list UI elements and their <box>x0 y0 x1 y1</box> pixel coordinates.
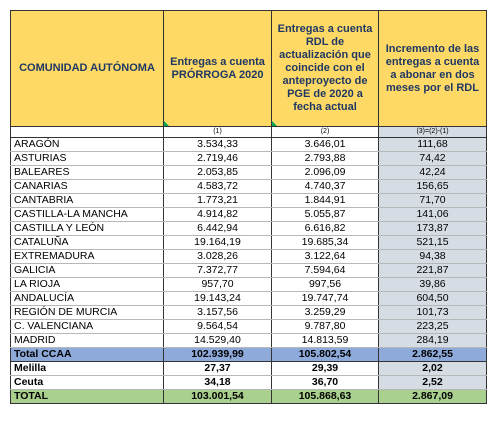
region-name-cell: Melilla <box>11 362 164 376</box>
table-row <box>11 250 487 264</box>
region-name-cell: ARAGÓN <box>11 138 164 152</box>
header-row <box>11 11 487 127</box>
rdl-value-cell: 14.813,59 <box>272 334 379 348</box>
table-row <box>11 306 487 320</box>
header-prorroga: Entregas a cuenta PRÓRROGA 2020 <box>164 11 272 127</box>
region-name-cell: TOTAL <box>11 390 164 404</box>
prorroga-value-cell: 2.719,46 <box>164 152 272 166</box>
increment-value-cell: 101,73 <box>379 306 487 320</box>
prorroga-value-cell: 14.529,40 <box>164 334 272 348</box>
table-container <box>10 10 486 404</box>
prorroga-value-cell: 6.442,94 <box>164 222 272 236</box>
increment-value-cell: 42,24 <box>379 166 487 180</box>
rdl-value-cell: 7.594,64 <box>272 264 379 278</box>
table-row <box>11 166 487 180</box>
region-name-cell: CANARIAS <box>11 180 164 194</box>
rdl-value-cell: 9.787,80 <box>272 320 379 334</box>
region-name-cell: MADRID <box>11 334 164 348</box>
rdl-value-cell: 6.616,82 <box>272 222 379 236</box>
rdl-value-cell: 29,39 <box>272 362 379 376</box>
increment-value-cell: 71,70 <box>379 194 487 208</box>
comment-indicator-icon <box>272 121 277 126</box>
increment-value-cell: 39,86 <box>379 278 487 292</box>
table-row <box>11 236 487 250</box>
table-row <box>11 222 487 236</box>
region-name-cell: REGIÓN DE MURCIA <box>11 306 164 320</box>
region-name-cell: CASTILLA Y LEÓN <box>11 222 164 236</box>
increment-value-cell: 284,19 <box>379 334 487 348</box>
region-name-cell: Ceuta <box>11 376 164 390</box>
table-row <box>11 264 487 278</box>
table-row <box>11 194 487 208</box>
prorroga-value-cell: 2.053,85 <box>164 166 272 180</box>
rdl-value-cell: 4.740,37 <box>272 180 379 194</box>
region-name-cell: CATALUÑA <box>11 236 164 250</box>
region-name-cell: C. VALENCIANA <box>11 320 164 334</box>
table-row <box>11 152 487 166</box>
prorroga-value-cell: 1.773,21 <box>164 194 272 208</box>
region-name-cell: ASTURIAS <box>11 152 164 166</box>
rdl-value-cell: 19.685,34 <box>272 236 379 250</box>
prorroga-value-cell: 3.028,26 <box>164 250 272 264</box>
table-row <box>11 320 487 334</box>
rdl-value-cell: 997,56 <box>272 278 379 292</box>
ref-cell: (1) <box>164 127 272 138</box>
prorroga-value-cell: 102.939,99 <box>164 348 272 362</box>
financing-table <box>10 10 487 404</box>
prorroga-value-cell: 103.001,54 <box>164 390 272 404</box>
region-name-cell: GALICIA <box>11 264 164 278</box>
prorroga-value-cell: 9.564,54 <box>164 320 272 334</box>
prorroga-value-cell: 4.914,82 <box>164 208 272 222</box>
increment-value-cell: 604,50 <box>379 292 487 306</box>
rdl-value-cell: 36,70 <box>272 376 379 390</box>
rdl-value-cell: 3.122,64 <box>272 250 379 264</box>
region-name-cell: LA RIOJA <box>11 278 164 292</box>
rdl-value-cell: 105.802,54 <box>272 348 379 362</box>
increment-value-cell: 2,02 <box>379 362 487 376</box>
prorroga-value-cell: 3.157,56 <box>164 306 272 320</box>
rdl-value-cell: 3.646,01 <box>272 138 379 152</box>
region-name-cell: EXTREMADURA <box>11 250 164 264</box>
rdl-value-cell: 2.793,88 <box>272 152 379 166</box>
region-name-cell: CASTILLA-LA MANCHA <box>11 208 164 222</box>
table-row <box>11 278 487 292</box>
increment-value-cell: 74,42 <box>379 152 487 166</box>
city-row <box>11 362 487 376</box>
increment-value-cell: 156,65 <box>379 180 487 194</box>
region-name-cell: Total CCAA <box>11 348 164 362</box>
city-row <box>11 376 487 390</box>
rdl-value-cell: 3.259,29 <box>272 306 379 320</box>
table-row <box>11 138 487 152</box>
prorroga-value-cell: 27,37 <box>164 362 272 376</box>
ref-cell <box>11 127 164 138</box>
prorroga-value-cell: 19.164,19 <box>164 236 272 250</box>
increment-value-cell: 223,25 <box>379 320 487 334</box>
increment-value-cell: 521,15 <box>379 236 487 250</box>
prorroga-value-cell: 7.372,77 <box>164 264 272 278</box>
region-name-cell: ANDALUCÍA <box>11 292 164 306</box>
prorroga-value-cell: 957,70 <box>164 278 272 292</box>
increment-value-cell: 2.862,55 <box>379 348 487 362</box>
table-row <box>11 292 487 306</box>
increment-value-cell: 141,06 <box>379 208 487 222</box>
increment-value-cell: 111,68 <box>379 138 487 152</box>
region-name-cell: CANTABRIA <box>11 194 164 208</box>
prorroga-value-cell: 4.583,72 <box>164 180 272 194</box>
rdl-value-cell: 1.844,91 <box>272 194 379 208</box>
table-row <box>11 334 487 348</box>
ref-cell: (2) <box>272 127 379 138</box>
prorroga-value-cell: 34,18 <box>164 376 272 390</box>
total-ccaa-row <box>11 348 487 362</box>
rdl-value-cell: 2.096,09 <box>272 166 379 180</box>
header-incremento: Incremento de las entregas a cuenta a abonar en dos meses por el RDL <box>379 11 487 127</box>
comment-indicator-icon <box>164 121 169 126</box>
reference-row <box>11 127 487 138</box>
increment-value-cell: 221,87 <box>379 264 487 278</box>
header-comunidad: COMUNIDAD AUTÓNOMA <box>11 11 164 127</box>
ref-cell: (3)=(2)-(1) <box>379 127 487 138</box>
rdl-value-cell: 5.055,87 <box>272 208 379 222</box>
increment-value-cell: 2,52 <box>379 376 487 390</box>
region-name-cell: BALEARES <box>11 166 164 180</box>
prorroga-value-cell: 3.534,33 <box>164 138 272 152</box>
increment-value-cell: 94,38 <box>379 250 487 264</box>
increment-value-cell: 173,87 <box>379 222 487 236</box>
header-rdl: Entregas a cuenta RDL de actualización que coincide con el anteproyecto de PGE de 2020 a fecha actual <box>272 11 379 127</box>
rdl-value-cell: 19.747,74 <box>272 292 379 306</box>
table-row <box>11 208 487 222</box>
rdl-value-cell: 105.868,63 <box>272 390 379 404</box>
prorroga-value-cell: 19.143,24 <box>164 292 272 306</box>
grand-total-row <box>11 390 487 404</box>
table-row <box>11 180 487 194</box>
increment-value-cell: 2.867,09 <box>379 390 487 404</box>
